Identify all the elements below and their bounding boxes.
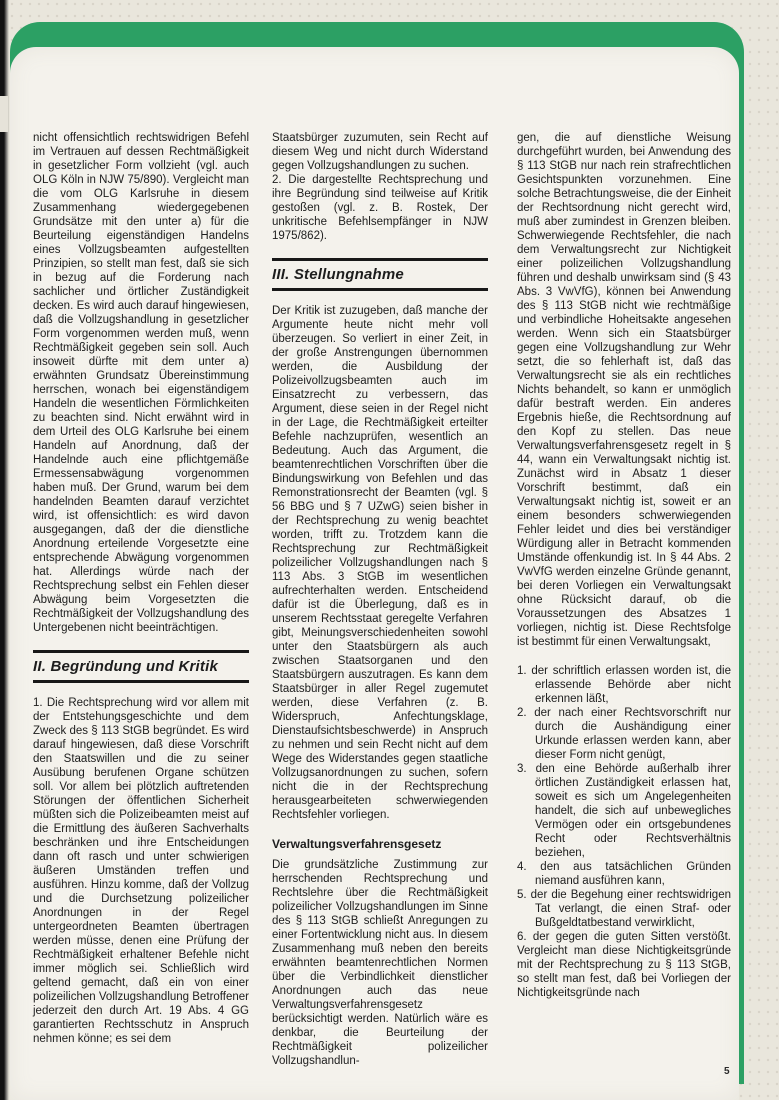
article-column-2 (272, 131, 488, 1068)
list-item (517, 706, 731, 762)
list-item (517, 860, 731, 888)
article-column-3 (517, 131, 731, 1000)
item-number: 4. (517, 861, 527, 873)
scan-edge-artifact (0, 96, 8, 132)
item-number: 1. (517, 665, 527, 677)
list-item (517, 664, 731, 706)
body-paragraph: 2. Die dargestellte Rechtsprechung und ihre Begründung sind teilweise auf Kritik gestoßen (vgl. z. B. Rostek, Der unkritische Befehlsempfänger in NJW 1975/862). (272, 174, 488, 242)
item-text: der schriftlich erlassen worden ist, die erlassende Behörde aber nicht erkennen läßt, (531, 665, 732, 705)
article-column-1 (33, 131, 249, 1046)
list-item (517, 762, 731, 860)
scan-spine-shadow (0, 0, 9, 1100)
item-number: 2. (517, 707, 527, 719)
section-heading-iii: III. Stellungnahme (272, 258, 488, 291)
section-heading-ii: II. Begründung und Kritik (33, 650, 249, 683)
item-number: 3. (517, 763, 527, 775)
page-number: 5 (724, 1066, 730, 1077)
item-text: der nach einer Rechtsvorschrift nur durch die Aushändigung einer Urkunde erlassen werden kann, aber dieser Form nicht genügt, (534, 707, 732, 761)
body-paragraph: Staatsbürger zuzumuten, sein Recht auf diesem Weg und nicht durch Widerstand gegen Vollzugshandlungen zu suchen. (272, 132, 488, 172)
body-paragraph: 6. der gegen die guten Sitten verstößt. Vergleicht man diese Nichtigkeitsgründe mit der Rechtsprechung zu § 113 StGB, so stellt man fest, daß bei Vorliegen der Nichtigkeitsgründe nach (517, 931, 731, 999)
list-item (517, 888, 731, 930)
nullity-grounds-list (517, 664, 731, 930)
body-paragraph: Die grundsätzliche Zustimmung zur herrschenden Rechtsprechung und Rechtslehre über die Rechtmäßigkeit polizeilicher Vollzugshandlungen im Sinne des § 113 StGB schließt Anregungen zu einer Fortentwicklung nicht aus. In diesem Zusammenhang muß neben den bereits erwähnten beamtenrechtlichen Normen über die Verbindlichkeit dienstlicher Anordnungen auch das neue Verwaltungsverfahrensgesetz berücksichtigt werden. Natürlich wäre es denkbar, die Beurteilung der Rechtmäßigkeit polizeilicher Vollzugshandlun- (272, 859, 488, 1067)
item-number: 5. (517, 889, 527, 901)
sub-heading-verwaltungsverfahrensgesetz: Verwaltungsverfahrensgesetz (272, 837, 442, 851)
item-text: der die Begehung einer rechtswidrigen Tat verlangt, die einen Straf- oder Bußgeldtatbestand verwirklicht, (530, 889, 731, 929)
body-paragraph: nicht offensichtlich rechtswidrigen Befehl im Vertrauen auf dessen Rechtmäßigkeit in gesetzlicher Form vollzieht (vgl. auch OLG Köln in NJW 75/890). Vergleicht man die vom OLG Karlsruhe in diesem Zusammenhang wiedergegebenen Grundsätze mit den unter a) für die Beurteilung eigenständigen Handelns eines Vollzugsbeamten aufgestellten Prinzipien, so stellt man fest, daß sie sich in bezug auf die Forderung nach sachlicher und örtlicher Zuständigkeit decken. Es wird auch darauf hingewiesen, daß die Vollzugshandlung in gesetzlicher Form vorgenommen werden muß, wenn Rechtmäßigkeit gegeben sein soll. Auch insoweit dürfte mit dem unter a) erwähnten Grundsatz Übereinstimmung herrschen, wonach bei eigenständigem Handeln die wesentlichen Förmlichkeiten zu beachten sind. Nicht erwähnt wird in dem Urteil des OLG Karlsruhe bei einem Handeln auf Anordnung, daß der Handelnde auch eine pflichtgemäße Ermessensabwägung vorgenommen haben muß. Der Grund, warum bei dem handelnden Beamten darauf verzichtet wird, ist offensichtlich: es wird davon ausgegangen, daß der die dienstliche Anordnung erteilende Vorgesetzte eine entsprechende Abwägung vorgenommen hat. Allerdings würde nach der Rechtsprechung selbst ein Fehlen dieser Abwägung beim Vorgesetzten die Rechtmäßigkeit der Vollzugshandlung des Untergebenen nicht beeinträchtigen. (33, 132, 249, 634)
item-text: den aus tatsächlichen Gründen niemand ausführen kann, (535, 861, 731, 887)
body-paragraph: Der Kritik ist zuzugeben, daß manche der Argumente heute nicht mehr voll überzeugen. So verliert in einer Zeit, in der große Anstrengungen übernommen werden, die Ausbildung der Polizeivollzugsbeamten auch im Einsatzrecht zu verbessern, das Argument, diese seien in der Regel nicht in der Lage, die Rechtmäßigkeit erteilter Befehle nachzuprüfen, wesentlich an Bedeutung. Auch das Argument, die beamtenrechtlichen Vorschriften über die Bindungswirkung von Befehlen und das Remonstrationsrecht der Beamten (vgl. § 56 BBG und § 7 UZwG) seien bisher in der Rechtsprechung zu wenig beachtet worden, trifft zu. Trotzdem kann die Rechtsprechung zur Rechtmäßigkeit polizeilicher Vollzugshandlungen nach § 113 Abs. 3 StGB im wesentlichen aufrechterhalten werden. Entscheidend dafür ist die Überlegung, daß es in unserem Rechtsstaat geregelte Verfahren gibt, Meinungsverschiedenheiten sowohl unter den Staatsbürgern als auch zwischen Staatsorganen und den Staatsbürgern auszutragen. Es kann dem Staatsbürger in aller Regel zugemutet werden, diese Verfahren (z. B. Widerspruch, Anfechtungsklage, Dienstaufsichtsbeschwerde) in Anspruch zu nehmen und sein Recht nicht auf dem Wege des Widerstandes gegen staatliche Vollzugsanordnungen zu suchen, sofern nicht die in der Rechtsprechung herausgearbeiteten schwerwiegenden Rechtsfehler vorliegen. (272, 305, 488, 821)
body-paragraph: 1. Die Rechtsprechung wird vor allem mit der Entstehungsgeschichte und dem Zweck des § 113 StGB begründet. Es wird darauf hingewiesen, daß diese Vorschrift den Staatswillen und die zu seiner Ausübung berufenen Organe schützen soll. Vor allem bei plötzlich auftretenden Störungen der öffentlichen Sicherheit müßten sich die Polizeibeamten meist auf die Ermittlung des äußeren Sachverhalts beschränken und ihre Entscheidungen dann oft rasch und unter schwierigen äußeren Umständen treffen und ausführen. Hinzu komme, daß der Vollzug und die Durchsetzung polizeilicher Anordnungen in der Regel untergeordneten Beamten übertragen werden müsse, denen eine Prüfung der Rechtmäßigkeit erhaltener Befehle nicht immer möglich sei. Schließlich wird geltend gemacht, daß ein von einer polizeilichen Vollzugshandlung Betroffener jederzeit den durch Art. 19 Abs. 4 GG garantierten Rechtsschutz in Anspruch nehmen könne; es sei dem (33, 697, 249, 1045)
body-paragraph: gen, die auf dienstliche Weisung durchgeführt wurden, bei Anwendung des § 113 StGB nur nach rein strafrechtlichen Gesichtspunkten vorzunehmen. Eine solche Betrachtungsweise, die der Einheit der Rechtsordnung nicht gerecht wird, muß aber zumindest in Grenzen bleiben. Schwerwiegende Rechtsfehler, die nach dem Verwaltungsrecht zur Nichtigkeit einer polizeilichen Vollzugshandlung führen und deshalb unwirksam sind (§ 43 Abs. 3 VwVfG), können bei Anwendung des § 113 StGB nicht wie rechtmäßige und verbindliche Hoheitsakte angesehen werden. Wenn sich ein Staatsbürger gegen eine Vollzugshandlung zur Wehr setzt, die so fehlerhaft ist, daß das Verwaltungsrecht sie als ein rechtliches Nichts behandelt, so kann er unmöglich dafür bestraft werden. Ein anderes Ergebnis hieße, die Rechtsordnung auf den Kopf zu stellen. Das neue Verwaltungsverfahrensgesetz regelt in § 44, wann ein Verwaltungsakt nichtig ist. Zunächst wird in Absatz 1 dieser Vorschrift bestimmt, daß ein Verwaltungsakt nichtig ist, soweit er an einem besonders schwerwiegenden Fehler leidet und dies bei verständiger Würdigung aller in Betracht kommenden Umstände offenkundig ist. In § 44 Abs. 2 VwVfG werden einzelne Gründe genannt, bei deren Vorliegen ein Verwaltungsakt ohne Rücksicht darauf, ob die Voraussetzungen des Absatzes 1 vorliegen, nichtig ist. Diese Rechtsfolge ist bestimmt für einen Verwaltungsakt, (517, 132, 731, 648)
item-text: den eine Behörde außerhalb ihrer örtlichen Zuständigkeit erlassen hat, soweit es sich um Angelegenheiten handelt, die sich auf unbewegliches Vermögen oder ein ortsgebundenes Recht oder Rechtsverhältnis beziehen, (535, 763, 731, 859)
